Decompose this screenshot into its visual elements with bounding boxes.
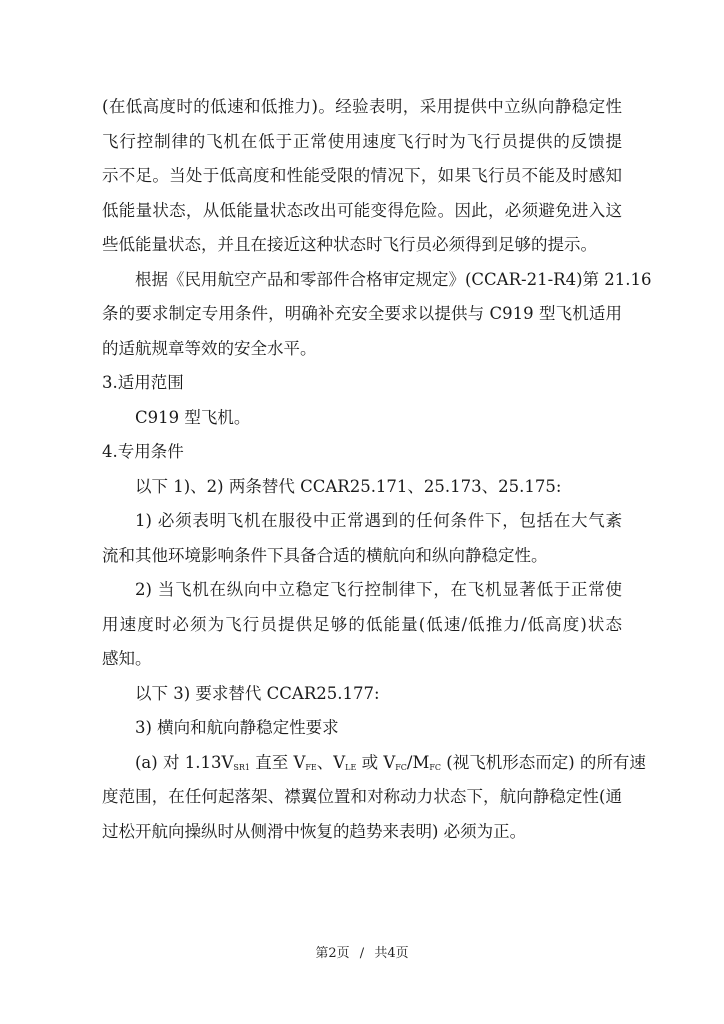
document-body (102, 90, 652, 849)
para-a-text: 、V (316, 752, 346, 772)
body-line: 以下 3) 要求替代 CCAR25.177: (135, 683, 380, 703)
body-line: 1) 必须表明飞机在服役中正常遇到的任何条件下，包括在大气紊 (135, 511, 622, 530)
body-line: 过松开航向操纵时从侧滑中恢复的趋势来表明) 必须为正。 (102, 821, 527, 841)
page-footer (0, 942, 724, 961)
body-line: (在低高度时的低速和低推力)。经验表明，采用提供中立纵向静稳定性 (102, 97, 622, 116)
para-a-text: 直至 V (249, 752, 306, 772)
body-line: 2) 当飞机在纵向中立稳定飞行控制律下，在飞机显著低于正常使 (135, 580, 622, 599)
body-line: 些低能量状态，并且在接近这种状态时飞行员必须得到足够的提示。 (102, 235, 597, 254)
subscript-fc: FC (429, 762, 442, 772)
body-line: 示不足。当处于低高度和性能受限的情况下，如果飞行员不能及时感知 (102, 166, 622, 185)
body-line: 条的要求制定专用条件，明确补充安全要求以提供与 C919 型飞机适用 (102, 304, 622, 323)
page-separator: / (359, 946, 365, 961)
body-line: 飞行控制律的飞机在低于正常使用速度飞行时为飞行员提供的反馈提 (102, 131, 622, 151)
body-line: 度范围，在任何起落架、襟翼位置和对称动力状态下，航向静稳定性(通 (102, 787, 622, 806)
para-a-text: /M (406, 752, 430, 772)
para-a-lead: (a) 对 1.13V (135, 752, 234, 772)
section-heading: 3.适用范围 (102, 373, 184, 392)
body-line: 流和其他环境影响条件下具备合适的横航向和纵向静稳定性。 (102, 545, 548, 565)
subscript-fc: FC (395, 762, 407, 772)
body-line: 低能量状态，从低能量状态改出可能变得危险。因此，必须避免进入这 (102, 200, 622, 220)
body-line: 以下 1)、2) 两条替代 CCAR25.171、25.173、25.175: (135, 476, 562, 496)
body-line: 根据《民用航空产品和零部件合格审定规定》(CCAR-21-R4)第 21.16 (135, 269, 652, 289)
paragraph-a-line-1 (102, 746, 646, 781)
para-a-text: 或 V (356, 752, 396, 772)
subscript-fe: FE (305, 762, 317, 772)
subscript-le: LE (345, 762, 357, 772)
subscript-sr1: SR1 (233, 762, 250, 772)
para-a-text: (视飞机形态而定) 的所有速 (441, 752, 646, 772)
page-number: 第2页 (315, 946, 350, 961)
body-line: 的适航规章等效的安全水平。 (102, 338, 317, 358)
body-line: C919 型飞机。 (135, 407, 251, 427)
body-line: 3) 横向和航向静稳定性要求 (135, 718, 339, 737)
section-heading: 4.专用条件 (102, 442, 184, 461)
body-line: 感知。 (102, 649, 152, 668)
body-line: 用速度时必须为飞行员提供足够的低能量(低速/低推力/低高度)状态 (102, 614, 622, 634)
page-total: 共4页 (374, 946, 409, 961)
